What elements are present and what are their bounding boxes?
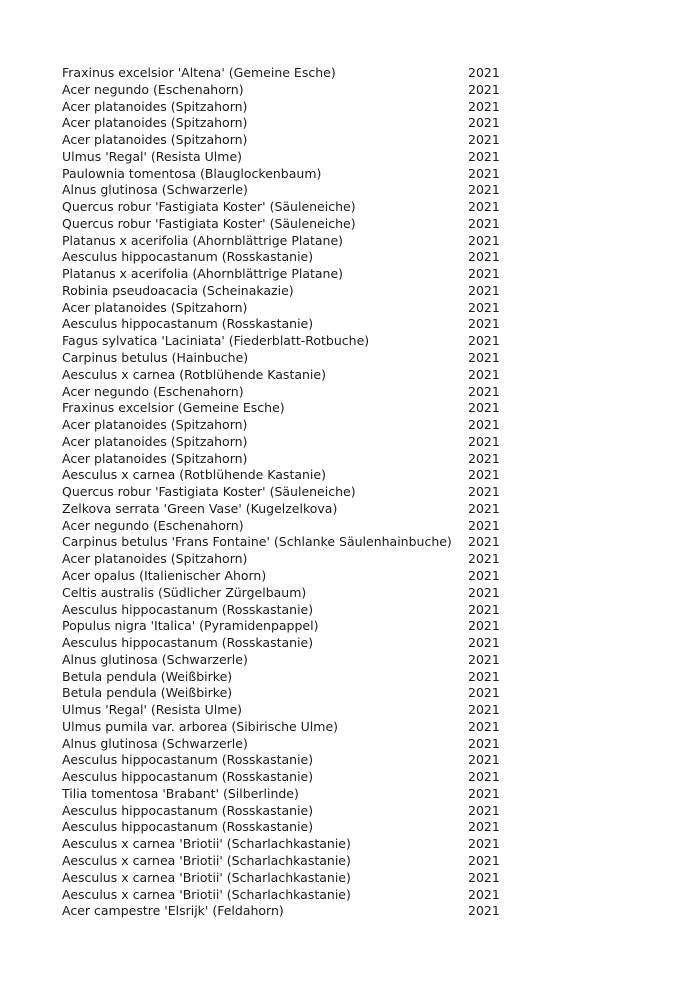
tree-name-cell: Acer platanoides (Spitzahorn) [62,450,248,466]
tree-year-cell: 2021 [468,282,500,298]
tree-year-cell: 2021 [468,232,500,248]
tree-name-cell: Carpinus betulus (Hainbuche) [62,350,249,366]
table-row [62,82,700,99]
table-row [62,166,700,183]
tree-name-cell: Acer negundo (Eschenahorn) [62,81,244,97]
tree-name-cell: Robinia pseudoacacia (Scheinakazie) [62,282,294,298]
tree-year-cell: 2021 [468,165,500,181]
tree-year-cell: 2021 [468,534,500,550]
table-row [62,719,700,736]
tree-year-cell: 2021 [468,417,500,433]
table-row [62,551,700,568]
table-row [62,652,700,669]
table-row [62,233,700,250]
table-row [62,182,700,199]
tree-year-cell: 2021 [468,350,500,366]
table-row [62,249,700,266]
tree-year-cell: 2021 [468,316,500,332]
tree-name-cell: Quercus robur 'Fastigiata Koster' (Säuleneiche) [62,199,356,215]
tree-year-cell: 2021 [468,450,500,466]
table-row [62,316,700,333]
tree-name-cell: Aesculus hippocastanum (Rosskastanie) [62,316,314,332]
tree-name-cell: Aesculus hippocastanum (Rosskastanie) [62,635,314,651]
table-row [62,585,700,602]
table-row [62,149,700,166]
table-row [62,367,700,384]
tree-year-cell: 2021 [468,115,500,131]
table-row [62,518,700,535]
tree-year-cell: 2021 [468,769,500,785]
table-row [62,836,700,853]
tree-year-cell: 2021 [468,785,500,801]
tree-name-cell: Paulownia tomentosa (Blauglockenbaum) [62,165,322,181]
tree-year-cell: 2021 [468,685,500,701]
tree-name-cell: Alnus glutinosa (Schwarzerle) [62,651,248,667]
table-row [62,568,700,585]
tree-year-cell: 2021 [468,618,500,634]
tree-name-cell: Aesculus x carnea 'Briotii' (Scharlachkastanie) [62,869,351,885]
table-row [62,752,700,769]
tree-year-cell: 2021 [468,752,500,768]
tree-name-cell: Aesculus hippocastanum (Rosskastanie) [62,802,314,818]
tree-year-cell: 2021 [468,484,500,500]
table-row [62,786,700,803]
tree-year-cell: 2021 [468,651,500,667]
tree-year-cell: 2021 [468,383,500,399]
tree-year-cell: 2021 [468,551,500,567]
table-row [62,300,700,317]
tree-name-cell: Acer platanoides (Spitzahorn) [62,551,248,567]
tree-name-cell: Acer platanoides (Spitzahorn) [62,299,248,315]
table-row [62,417,700,434]
tree-year-cell: 2021 [468,199,500,215]
tree-year-cell: 2021 [468,500,500,516]
tree-year-cell: 2021 [468,299,500,315]
table-row [62,669,700,686]
tree-year-cell: 2021 [468,819,500,835]
tree-year-cell: 2021 [468,601,500,617]
table-row [62,853,700,870]
tree-name-cell: Betula pendula (Weißbirke) [62,685,233,701]
tree-year-cell: 2021 [468,467,500,483]
tree-name-cell: Celtis australis (Südlicher Zürgelbaum) [62,584,307,600]
table-row [62,887,700,904]
table-row [62,870,700,887]
tree-name-cell: Aesculus x carnea (Rotblühende Kastanie) [62,467,326,483]
tree-year-cell: 2021 [468,735,500,751]
tree-year-cell: 2021 [468,249,500,265]
table-row [62,819,700,836]
tree-name-cell: Fraxinus excelsior (Gemeine Esche) [62,400,285,416]
table-row [62,685,700,702]
tree-year-cell: 2021 [468,886,500,902]
tree-name-cell: Acer campestre 'Elsrijk' (Feldahorn) [62,903,284,919]
tree-name-cell: Quercus robur 'Fastigiata Koster' (Säuleneiche) [62,484,356,500]
tree-year-cell: 2021 [468,702,500,718]
tree-year-cell: 2021 [468,266,500,282]
table-row [62,350,700,367]
tree-year-cell: 2021 [468,836,500,852]
table-row [62,467,700,484]
tree-name-cell: Aesculus hippocastanum (Rosskastanie) [62,601,314,617]
tree-name-cell: Aesculus hippocastanum (Rosskastanie) [62,752,314,768]
table-row [62,99,700,116]
tree-name-cell: Alnus glutinosa (Schwarzerle) [62,735,248,751]
tree-name-cell: Aesculus hippocastanum (Rosskastanie) [62,249,314,265]
tree-name-cell: Acer platanoides (Spitzahorn) [62,417,248,433]
table-row [62,635,700,652]
table-row [62,769,700,786]
tree-name-cell: Quercus robur 'Fastigiata Koster' (Säuleneiche) [62,215,356,231]
tree-year-cell: 2021 [468,366,500,382]
tree-name-cell: Tilia tomentosa 'Brabant' (Silberlinde) [62,785,299,801]
table-row [62,618,700,635]
tree-name-cell: Alnus glutinosa (Schwarzerle) [62,182,248,198]
table-row [62,132,700,149]
table-row [62,501,700,518]
tree-name-cell: Acer platanoides (Spitzahorn) [62,115,248,131]
table-row [62,216,700,233]
tree-name-cell: Aesculus x carnea 'Briotii' (Scharlachkastanie) [62,886,351,902]
table-row [62,803,700,820]
tree-name-cell: Aesculus x carnea 'Briotii' (Scharlachkastanie) [62,852,351,868]
tree-year-cell: 2021 [468,433,500,449]
tree-name-cell: Fagus sylvatica 'Laciniata' (Fiederblatt-Rotbuche) [62,333,370,349]
tree-year-cell: 2021 [468,903,500,919]
tree-name-cell: Aesculus x carnea 'Briotii' (Scharlachkastanie) [62,836,351,852]
table-row [62,602,700,619]
tree-year-cell: 2021 [468,718,500,734]
tree-name-cell: Acer platanoides (Spitzahorn) [62,132,248,148]
tree-name-cell: Ulmus 'Regal' (Resista Ulme) [62,148,243,164]
table-row [62,736,700,753]
tree-name-cell: Acer opalus (Italienischer Ahorn) [62,567,267,583]
tree-name-cell: Ulmus 'Regal' (Resista Ulme) [62,702,243,718]
tree-year-cell: 2021 [468,668,500,684]
table-row [62,903,700,920]
tree-year-cell: 2021 [468,132,500,148]
tree-year-cell: 2021 [468,81,500,97]
tree-year-cell: 2021 [468,517,500,533]
tree-year-cell: 2021 [468,182,500,198]
tree-name-cell: Aesculus x carnea (Rotblühende Kastanie) [62,366,326,382]
table-row [62,384,700,401]
tree-name-cell: Betula pendula (Weißbirke) [62,668,233,684]
tree-year-cell: 2021 [468,215,500,231]
tree-year-cell: 2021 [468,852,500,868]
table-row [62,333,700,350]
table-row [62,400,700,417]
table-row [62,283,700,300]
tree-year-cell: 2021 [468,400,500,416]
table-row [62,534,700,551]
tree-name-cell: Aesculus hippocastanum (Rosskastanie) [62,819,314,835]
table-row [62,434,700,451]
tree-name-cell: Fraxinus excelsior 'Altena' (Gemeine Esche) [62,65,336,80]
tree-year-cell: 2021 [468,333,500,349]
tree-year-cell: 2021 [468,635,500,651]
tree-year-cell: 2021 [468,802,500,818]
tree-name-cell: Aesculus hippocastanum (Rosskastanie) [62,769,314,785]
tree-name-cell: Platanus x acerifolia (Ahornblättrige Platane) [62,232,344,248]
tree-name-cell: Populus nigra 'Italica' (Pyramidenpappel) [62,618,319,634]
tree-year-cell: 2021 [468,869,500,885]
table-row [62,266,700,283]
tree-name-cell: Acer platanoides (Spitzahorn) [62,98,248,114]
tree-name-cell: Carpinus betulus 'Frans Fontaine' (Schlanke Säulenhainbuche) [62,534,452,550]
tree-name-cell: Acer negundo (Eschenahorn) [62,517,244,533]
tree-name-cell: Ulmus pumila var. arborea (Sibirische Ulme) [62,718,339,734]
tree-year-cell: 2021 [468,567,500,583]
tree-name-cell: Zelkova serrata 'Green Vase' (Kugelzelkova) [62,500,338,516]
tree-name-cell: Platanus x acerifolia (Ahornblättrige Platane) [62,266,344,282]
tree-year-cell: 2021 [468,65,500,80]
tree-year-cell: 2021 [468,148,500,164]
table-row [62,484,700,501]
table-row [62,702,700,719]
table-row [62,451,700,468]
tree-year-cell: 2021 [468,584,500,600]
table-row [62,115,700,132]
tree-name-cell: Acer negundo (Eschenahorn) [62,383,244,399]
table-row [62,199,700,216]
tree-year-cell: 2021 [468,98,500,114]
table-row [62,65,700,82]
tree-name-cell: Acer platanoides (Spitzahorn) [62,433,248,449]
